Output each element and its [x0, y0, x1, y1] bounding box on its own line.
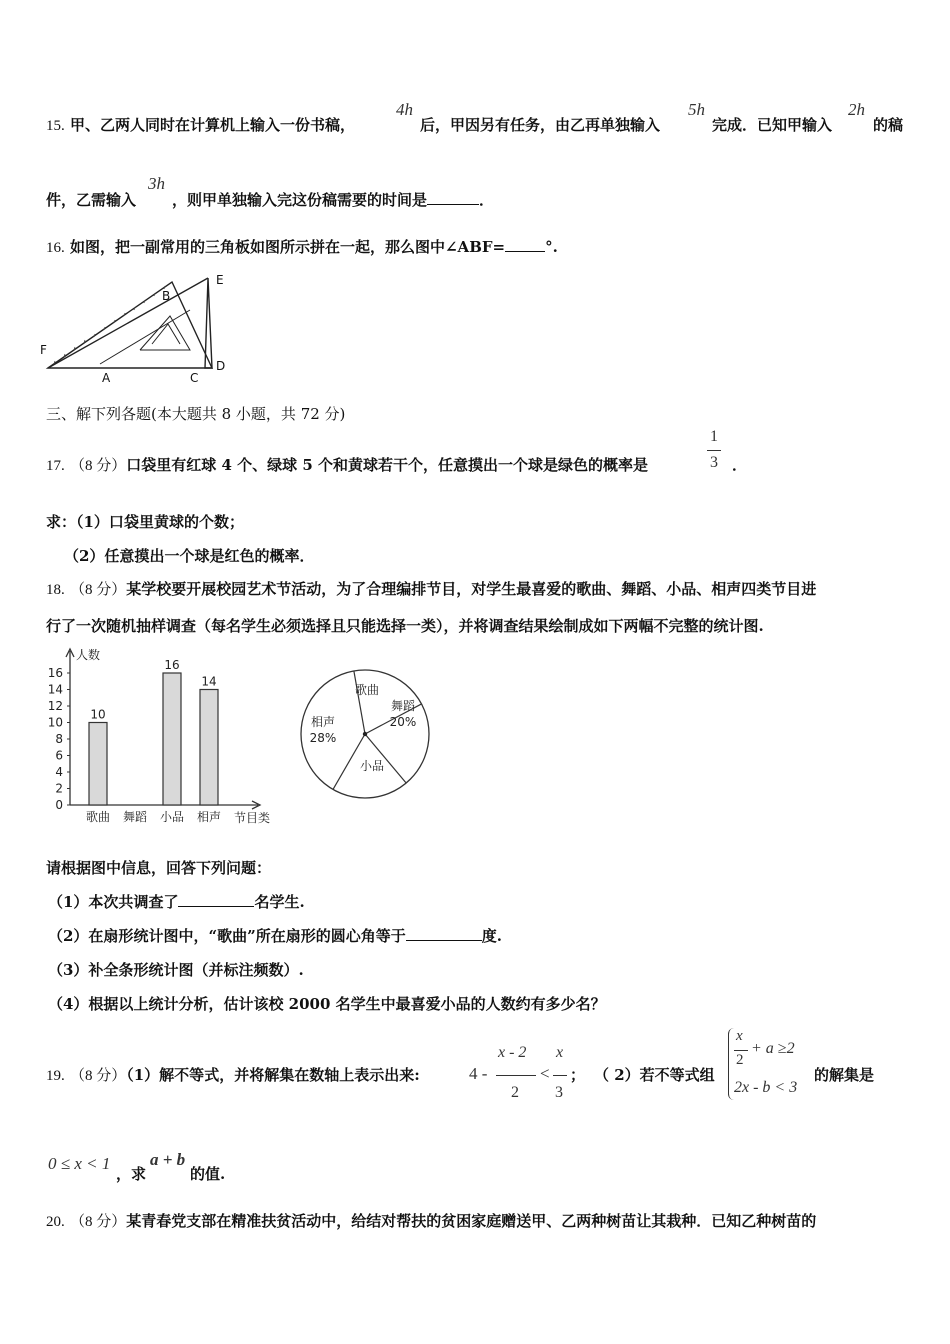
bar-label: 14: [201, 674, 217, 689]
q20-score: （8 分）: [69, 1214, 127, 1230]
bar-chart: [40, 645, 285, 830]
q18-sub2-end: 度.: [481, 927, 502, 945]
q15-answer-blank[interactable]: [427, 190, 479, 205]
x-tick-label: 歌曲: [85, 810, 111, 824]
triangle-figure: [40, 266, 240, 386]
pie-label-小品: 小品: [359, 759, 385, 773]
bar-小品: [163, 673, 181, 805]
q19-sys1-den: 2: [736, 1052, 744, 1068]
q17-frac-num: 1: [710, 428, 718, 445]
q16-text: 如图，把一副常用的三角板如图所示拼在一起，那么图中∠ABF=: [69, 238, 506, 256]
q19-ineq-den: 2: [511, 1084, 519, 1101]
pie-label-舞蹈: 舞蹈: [390, 699, 416, 713]
x-tick-label: 相声: [196, 810, 222, 824]
q15-line2: [172, 190, 494, 210]
q16-number: 16.: [46, 240, 65, 256]
q19-ineq-lt: <: [540, 1064, 550, 1083]
q20-line: [46, 1211, 816, 1232]
pie-center: [363, 732, 367, 736]
section3-heading: 三、解下列各题(本大题共 8 小题，共 72 分): [46, 405, 346, 423]
label-c: C: [190, 371, 199, 385]
q18-prompt: 请根据图中信息，回答下列问题：: [46, 859, 272, 877]
q20-text: 某青春党支部在精准扶贫活动中，给结对帮扶的贫困家庭赠送甲、乙两种树苗让其栽种．已知乙种树苗的: [126, 1212, 817, 1230]
y-tick-label: 12: [47, 699, 63, 713]
q19-part2: （ 2）若不等式组: [594, 1066, 715, 1084]
q19-ineq-rnum: x: [556, 1044, 564, 1061]
pie-label-歌曲: 歌曲: [354, 683, 380, 697]
q17-text: 口袋里有红球 4 个、绿球 5 个和黄球若干个，任意摸出一个球是绿色的概率是: [126, 456, 649, 474]
pie-value-相声: 28%: [309, 731, 337, 745]
q19-sys2: 2x - b < 3: [734, 1079, 798, 1096]
q18-line1: [46, 579, 816, 600]
y-tick-label: 10: [47, 715, 63, 730]
label-d: D: [216, 359, 226, 373]
pie-chart: [295, 668, 435, 803]
q15-math-3h: 3h: [148, 174, 165, 193]
x-tick-label: 舞蹈: [122, 810, 148, 824]
q15-text-6: ，则甲单独输入完这份稿需要的时间是: [172, 191, 428, 209]
q17-end: ．: [732, 456, 748, 474]
q19-number: 19.: [46, 1068, 65, 1084]
q15-math-2h: 2h: [848, 100, 865, 119]
label-f: F: [40, 343, 47, 357]
q16-answer-blank[interactable]: [505, 237, 545, 252]
q19-ask: ，求: [116, 1165, 147, 1183]
q17-frac-den: 3: [710, 454, 718, 471]
pie-label-相声: 相声: [310, 715, 336, 729]
q19-ineq-num: x - 2: [498, 1044, 527, 1061]
q19-solution: 0 ≤ x < 1: [48, 1154, 111, 1173]
bar-label: 16: [164, 658, 180, 672]
q15-math-4h: 4h: [396, 100, 413, 119]
q15-line1: [46, 115, 355, 136]
y-tick-label: 4: [55, 765, 63, 779]
x-tick-label: 小品: [159, 810, 185, 824]
q19-expr: a + b: [150, 1150, 186, 1169]
q19-ineq-bar: [496, 1075, 536, 1076]
q18-sub1-end: 名学生.: [254, 893, 305, 911]
label-a: A: [102, 371, 111, 385]
q15-text-4: 的稿: [873, 116, 904, 134]
bar-歌曲: [89, 723, 107, 806]
y-tick-label: 6: [55, 748, 63, 763]
y-tick-label: 2: [55, 781, 63, 796]
q18-score: （8 分）: [69, 582, 127, 598]
q18-text-2: 行了一次随机抽样调查（每名学生必须选择且只能选择一类），并将调查结果绘制成如下两幅不完整的统计图.: [46, 617, 764, 635]
q15-math-5h: 5h: [688, 100, 705, 119]
q15-text-1: 甲、乙两人同时在计算机上输入一份书稿，: [69, 116, 355, 134]
q19-score: （8 分）: [69, 1068, 127, 1084]
label-b: B: [162, 289, 171, 303]
q17-ask1: 求：（1）口袋里黄球的个数；: [46, 513, 244, 531]
q17-frac-bar: [707, 450, 721, 451]
y-tick-label: 8: [55, 732, 63, 746]
y-axis-label: 人数: [76, 648, 101, 662]
q18-sub1: [48, 892, 305, 912]
q18-sub2-text: （2）在扇形统计图中，“歌曲”所在扇形的圆心角等于: [48, 927, 406, 945]
q15-end: ．: [479, 191, 495, 209]
x-axis-label: 节目类: [234, 811, 271, 825]
q18-sub2-blank[interactable]: [406, 926, 482, 941]
q18-sub4: （4）根据以上统计分析，估计该校 2000 名学生中最喜爱小品的人数约有多少名？: [48, 995, 606, 1013]
q18-number: 18.: [46, 582, 65, 598]
q19-sys1-num: x: [736, 1028, 743, 1044]
q19-ineq-rbar: [553, 1075, 567, 1076]
q15-text-2: 后，甲因另有任务，由乙再单独输入: [420, 116, 661, 134]
q15-text-3: 完成．已知甲输入: [712, 116, 833, 134]
q17-line: [46, 455, 648, 476]
q19-line: [46, 1065, 420, 1086]
q15-text-5: 件，乙需输入: [46, 191, 137, 209]
ruler-edge: [48, 278, 208, 368]
q19-ineq-rden: 3: [555, 1084, 563, 1101]
q16-end: °.: [545, 238, 558, 256]
label-e: E: [216, 273, 224, 287]
q18-sub1-text: （1）本次共调查了: [48, 893, 179, 911]
q19-sys1-bar: [734, 1050, 748, 1051]
q17-number: 17.: [46, 458, 65, 474]
bar-label: 10: [90, 707, 106, 722]
q18-text-1: 某学校要开展校园艺术节活动，为了合理编排节目，对学生最喜爱的歌曲、舞蹈、小品、相声四类节目进: [126, 580, 817, 598]
y-tick-label: 0: [55, 798, 63, 812]
q19-ask-end: 的值.: [190, 1165, 226, 1183]
q16-line: [46, 237, 558, 258]
pie-value-舞蹈: 20%: [389, 715, 417, 729]
q19-semi: ；: [570, 1066, 586, 1084]
y-tick-label: 14: [47, 682, 63, 697]
q20-number: 20.: [46, 1214, 65, 1230]
q19-ineq-a: 4 -: [469, 1064, 488, 1083]
q19-part2-end: 的解集是: [814, 1066, 875, 1084]
q18-sub3: （3）补全条形统计图（并标注频数）.: [48, 961, 304, 979]
q19-part1: （1）解不等式，并将解集在数轴上表示出来:: [126, 1066, 420, 1084]
bar-相声: [200, 690, 218, 806]
triangle-abc: [48, 282, 212, 368]
q18-sub1-blank[interactable]: [178, 892, 254, 907]
q17-ask2: （2）任意摸出一个球是红色的概率．: [64, 547, 315, 565]
triangle-def: [205, 278, 212, 368]
q15-number: 15.: [46, 118, 65, 134]
q18-sub2: [48, 926, 502, 946]
q17-score: （8 分）: [69, 458, 127, 474]
y-tick-label: 16: [47, 666, 63, 680]
q19-sys1-rest: + a ≥2: [751, 1040, 795, 1057]
